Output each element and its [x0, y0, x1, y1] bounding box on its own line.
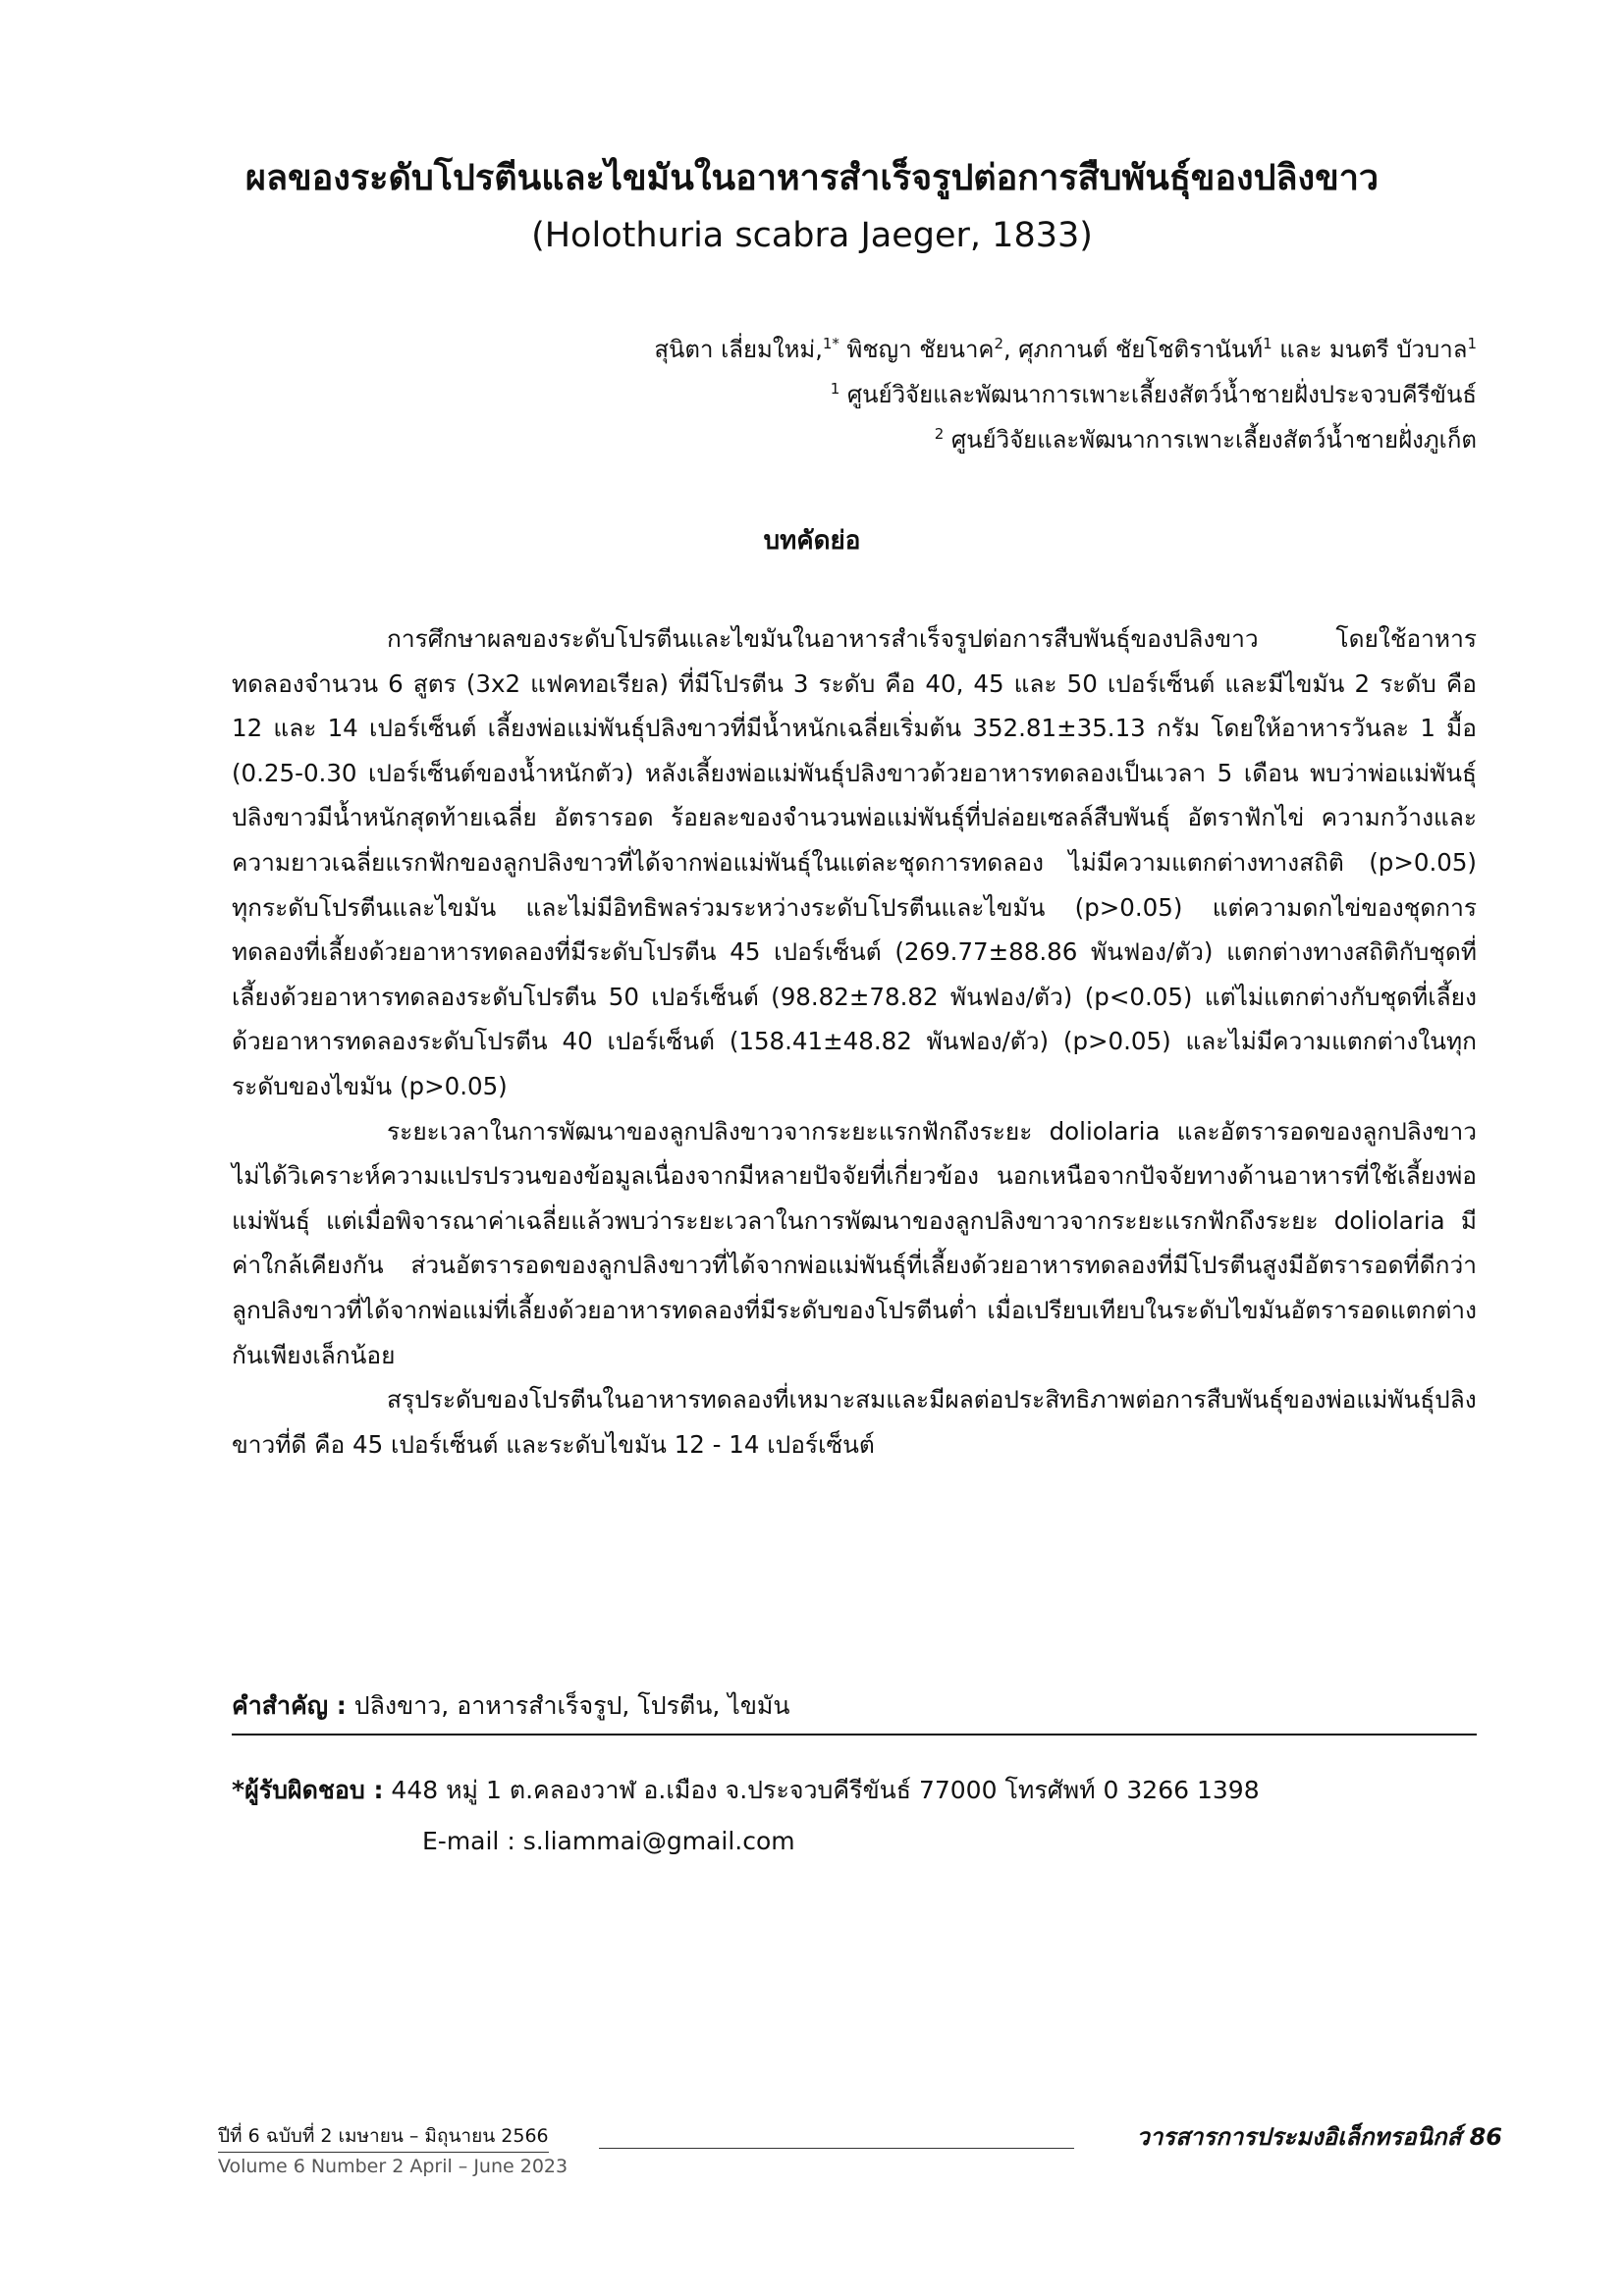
author-3: , ศุภกานต์ ชัยโชติรานันท์ — [1003, 336, 1264, 363]
affiliation-1 — [654, 369, 1477, 414]
author-1-sup: 1* — [822, 335, 839, 352]
affiliation-2-sup: 2 — [934, 425, 945, 443]
abstract-paragraph-3: สรุประดับของโปรตีนในอาหารทดลองที่เหมาะสมและมีผลต่อประสิทธิภาพต่อการสืบพันธุ์ของพ่อแม่พันธุ์ปลิงขาวที่ดี คือ 45 เปอร์เซ็นต์ และระดับไขมัน 12 - 14 เปอร์เซ็นต์ — [232, 1385, 1477, 1459]
keywords — [232, 1686, 789, 1726]
author-list — [654, 324, 1477, 369]
keywords-label: คำสำคัญ : — [232, 1691, 347, 1720]
paper-title: ผลของระดับโปรตีนและไขมันในอาหารสำเร็จรูปต่อการสืบพันธุ์ของปลิงขาว — [244, 158, 1380, 198]
abstract-body — [232, 616, 1477, 1467]
footer-journal-page — [1136, 2117, 1502, 2156]
affiliation-1-text: ศูนย์วิจัยและพัฒนาการเพาะเลี้ยงสัตว์น้ำชายฝั่งประจวบคีรีขันธ์ — [839, 381, 1477, 408]
footer-page-number: 86 — [1469, 2123, 1502, 2151]
affiliation-2 — [654, 414, 1477, 459]
author-4: และ มนตรี บัวบาล — [1272, 336, 1468, 363]
abstract-paragraph-1: การศึกษาผลของระดับโปรตีนและไขมันในอาหารสำเร็จรูปต่อการสืบพันธุ์ของปลิงขาว โดยใช้อาหารทดลองจำนวน 6 สูตร (3x2 แฟคทอเรียล) ที่มีโปรตีน 3 ระดับ คือ 40, 45 และ 50 เปอร์เซ็นต์ และมีไขมัน 2 ระดับ คือ 12 และ 14 เปอร์เซ็นต์ เลี้ยงพ่อแม่พันธุ์ปลิงขาวที่มีน้ำหนักเฉลี่ยเริ่มต้น 352.81±35.13 กรัม โดยให้อาหารวันละ 1 มื้อ (0.25-0.30 เปอร์เซ็นต์ของน้ำหนักตัว) หลังเลี้ยงพ่อแม่พันธุ์ปลิงขาวด้วยอาหารทดลองเป็นเวลา 5 เดือน พบว่าพ่อแม่พันธุ์ปลิงขาวมีน้ำหนักสุดท้ายเฉลี่ย อัตรารอด ร้อยละของจำนวนพ่อแม่พันธุ์ที่ปล่อยเซลล์สืบพันธุ์ อัตราฟักไข่ ความกว้างและความยาวเฉลี่ยแรกฟักของลูกปลิงขาวที่ได้จากพ่อแม่พันธุ์ในแต่ละชุดการทดลอง ไม่มีความแตกต่างทางสถิติ (p>0.05) ทุกระดับโปรตีนและไขมัน และไม่มีอิทธิพลร่วมระหว่างระดับโปรตีนและไขมัน (p>0.05) แต่ความดกไข่ของชุดการทดลองที่เลี้ยงด้วยอาหารทดลองที่มีระดับโปรตีน 45 เปอร์เซ็นต์ (269.77±88.86 พันฟอง/ตัว) แตกต่างทางสถิติกับชุดที่เลี้ยงด้วยอาหารทดลองระดับโปรตีน 50 เปอร์เซ็นต์ (98.82±78.82 พันฟอง/ตัว) (p<0.05) แต่ไม่แตกต่างกับชุดที่เลี้ยงด้วยอาหารทดลองระดับโปรตีน 40 เปอร์เซ็นต์ (158.41±48.82 พันฟอง/ตัว) (p>0.05) และไม่มีความแตกต่างในทุกระดับของไขมัน (p>0.05) — [232, 624, 1477, 1100]
author-4-sup: 1 — [1467, 335, 1477, 352]
corresponding-line — [232, 1765, 1260, 1816]
keywords-divider — [232, 1734, 1477, 1735]
corresponding-author — [232, 1765, 1260, 1867]
footer-divider — [599, 2148, 1074, 2149]
paper-subtitle-scientific-name: (Holothuria scabra Jaeger, 1833) — [531, 216, 1093, 255]
footer-journal: วารสารการประมงอิเล็กทรอนิกส์ — [1136, 2123, 1462, 2151]
affiliation-1-sup: 1 — [830, 380, 840, 398]
author-3-sup: 1 — [1263, 335, 1272, 352]
author-block — [654, 324, 1477, 459]
corresponding-label: *ผู้รับผิดชอบ : — [232, 1776, 384, 1804]
footer-issue-thai: ปีที่ 6 ฉบับที่ 2 เมษายน – มิถุนายน 2566 — [218, 2121, 549, 2153]
keywords-text: ปลิงขาว, อาหารสำเร็จรูป, โปรตีน, ไขมัน — [346, 1691, 790, 1720]
abstract-heading: บทคัดย่อ — [763, 526, 861, 556]
corresponding-address: 448 หมู่ 1 ต.คลองวาฬ อ.เมือง จ.ประจวบคีรีขันธ์ 77000 โทรศัพท์ 0 3266 1398 — [383, 1776, 1260, 1804]
corresponding-email: E-mail : s.liammai@gmail.com — [422, 1827, 795, 1855]
author-2: พิชญา ชัยนาค — [839, 336, 995, 363]
author-1: สุนิตา เลี่ยมใหม่, — [654, 336, 823, 363]
footer-issue-english: Volume 6 Number 2 April – June 2023 — [218, 2156, 568, 2177]
author-2-sup: 2 — [994, 335, 1004, 352]
abstract-paragraph-2: ระยะเวลาในการพัฒนาของลูกปลิงขาวจากระยะแรกฟักถึงระยะ doliolaria และอัตรารอดของลูกปลิงขาว ไม่ได้วิเคราะห์ความแปรปรวนของข้อมูลเนื่องจากมีหลายปัจจัยที่เกี่ยวข้อง นอกเหนือจากปัจจัยทางด้านอาหารที่ใช้เลี้ยงพ่อแม่พันธุ์ แต่เมื่อพิจารณาค่าเฉลี่ยแล้วพบว่าระยะเวลาในการพัฒนาของลูกปลิงขาวจากระยะแรกฟักถึงระยะ doliolaria มีค่าใกล้เคียงกัน ส่วนอัตรารอดของลูกปลิงขาวที่ได้จากพ่อแม่พันธุ์ที่เลี้ยงด้วยอาหารทดลองที่มีโปรตีนสูงมีอัตรารอดที่ดีกว่าลูกปลิงขาวที่ได้จากพ่อแม่ที่เลี้ยงด้วยอาหารทดลองที่มีระดับของโปรตีนต่ำ เมื่อเปรียบเทียบในระดับไขมันอัตรารอดแตกต่างกันเพียงเล็กน้อย — [232, 1116, 1477, 1369]
affiliation-2-text: ศูนย์วิจัยและพัฒนาการเพาะเลี้ยงสัตว์น้ำชายฝั่งภูเก็ต — [944, 426, 1477, 454]
